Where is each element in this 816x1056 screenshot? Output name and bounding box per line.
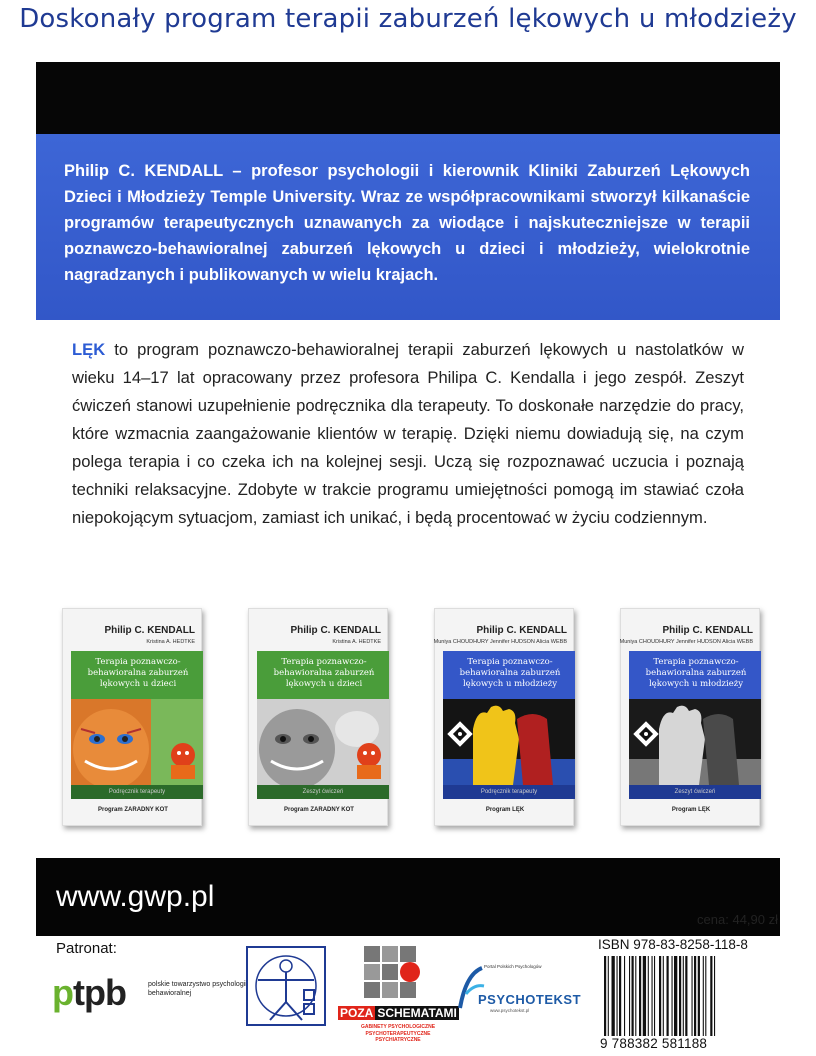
barcode-icon <box>604 956 754 1036</box>
patronat-label: Patronat: <box>56 940 117 957</box>
book-program: Program ZARADNY KOT <box>284 807 354 813</box>
black-band <box>36 62 780 134</box>
book-coauthors: Kristina A. HEDTKE <box>146 639 195 645</box>
book-title: Terapia poznawczo-behawioralna zaburzeń lękowych u młodzieży <box>629 651 761 699</box>
book-author: Philip C. KENDALL <box>662 625 753 636</box>
description-text: to program poznawczo-behawioralnej terapii zaburzeń lękowych u nastolatków w wieku 14–17 lat opracowany przez profesora Philipa C. Kendalla i jego zespół. Zeszyt ćwiczeń stanowi uzupełnienie podręcznika dla terapeuty. To doskonałe narzędzie do pracy, które wzmacnia zaangażowanie klientów w terapię. Dzięki niemu dowiadują się, na czym polega terapia i co czeka ich na kolejnej sesji. Uczą się rozpoznawać uczucia i poznają techniki relaksacyjne. Zdobyte w trakcie programu umiejętności pomogą im stawiać czoła niepokojącym sytuacjom, zamiast ich unikać, i będą procentować w życiu codziennym. <box>72 340 744 527</box>
book-title: Terapia poznawczo-behawioralna zaburzeń lękowych u dzieci <box>257 651 389 699</box>
book-program: Program ZARADNY KOT <box>98 807 168 813</box>
book-coauthors: Kristina A. HEDTKE <box>332 639 381 645</box>
ptpb-wordmark: ptpb <box>52 972 126 1013</box>
book-program: Program LĘK <box>485 807 525 813</box>
book-subtitle: Podręcznik terapeuty <box>71 785 203 799</box>
publisher-url[interactable]: www.gwp.pl <box>56 880 215 913</box>
book-cover-2 <box>248 608 388 826</box>
poza-subtitle: GABINETY PSYCHOLOGICZNE PSYCHOTERAPEUTYCZNE PSYCHIATRYCZNE <box>360 1024 436 1043</box>
book-program: Program LĘK <box>671 807 711 813</box>
description <box>72 336 744 532</box>
book-photo-hand-icon <box>629 699 761 785</box>
author-bio-panel <box>36 134 780 320</box>
isbn: ISBN 978-83-8258-118-8 <box>598 937 748 952</box>
book-title: Terapia poznawczo-behawioralna zaburzeń lękowych u dzieci <box>71 651 203 699</box>
description-lead: LĘK <box>72 340 106 359</box>
psychotekst-name: PSYCHOTEKST <box>478 992 582 1007</box>
book-photo-cat-icon <box>71 699 203 785</box>
author-bio: Philip C. KENDALL – profesor psychologii i kierownik Kliniki Zaburzeń Lękowych Dzieci i Młodzieży Temple University. Wraz ze współpracownikami stworzył kilkanaście programów terapeutycznych uznawanych za wiodące i najskuteczniejsze w terapii poznawczo-behawioralnej zaburzeń lękowych u dzieci i młodzieży, wielokrotnie nagradzanych i publikowanych w wielu krajach. <box>64 162 750 284</box>
book-author: Philip C. KENDALL <box>104 625 195 636</box>
poza-schematami-logo <box>338 946 457 1046</box>
ptpb-text: polskie towarzystwo psychologii behawioralnej <box>148 981 247 997</box>
book-series <box>62 608 762 830</box>
poza-grid-icon <box>364 946 434 1002</box>
poza-name: POZA SCHEMATAMI <box>340 1006 457 1020</box>
book-coauthors: Muniya CHOUDHURY Jennifer HUDSON Alicia WEBB <box>433 639 567 645</box>
book-coauthors: Muniya CHOUDHURY Jennifer HUDSON Alicia WEBB <box>619 639 753 645</box>
book-cover-1 <box>62 608 202 826</box>
vitruvian-logo-icon <box>246 946 326 1026</box>
headline: Doskonały program terapii zaburzeń lękowych u młodzieży <box>19 4 797 34</box>
psychotekst-tag: Portal Polskich Psychologów <box>484 964 542 969</box>
ptpb-logo <box>52 972 247 1016</box>
book-author: Philip C. KENDALL <box>476 625 567 636</box>
book-cover-3 <box>434 608 574 826</box>
book-title: Terapia poznawczo-behawioralna zaburzeń lękowych u młodzieży <box>443 651 575 699</box>
book-photo-cat-icon <box>257 699 389 785</box>
book-subtitle: Zeszyt ćwiczeń <box>629 785 761 799</box>
price: cena: 44,90 zł <box>697 912 778 927</box>
psychotekst-url: www.psychotekst.pl <box>490 1008 530 1013</box>
book-cover-4 <box>620 608 760 826</box>
barcode-number: 9 788382 581188 <box>600 1036 708 1051</box>
psychotekst-logo <box>456 964 582 1014</box>
book-author: Philip C. KENDALL <box>290 625 381 636</box>
book-subtitle: Zeszyt ćwiczeń <box>257 785 389 799</box>
book-subtitle: Podręcznik terapeuty <box>443 785 575 799</box>
book-photo-hand-icon <box>443 699 575 785</box>
